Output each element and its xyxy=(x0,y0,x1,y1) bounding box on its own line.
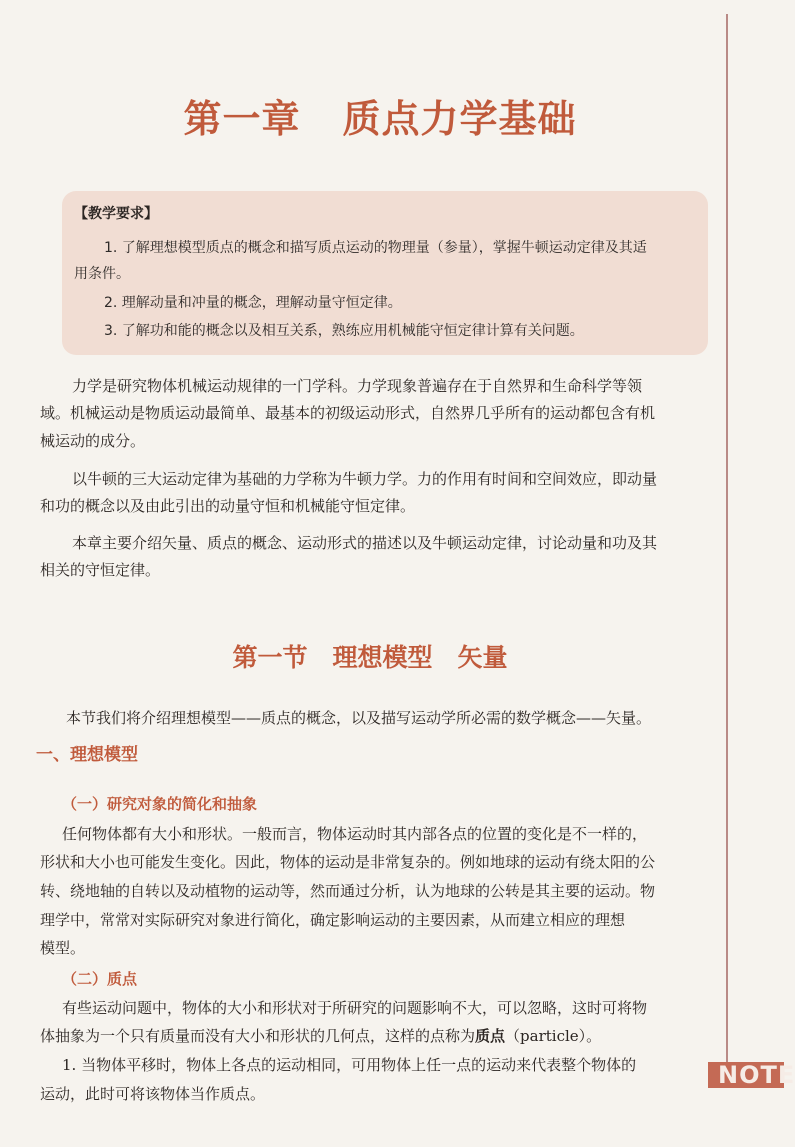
chapter-name: 质点力学基础 xyxy=(342,97,577,141)
intro-line: 本章主要介绍矢量、质点的概念、运动形式的描述以及牛顿运动定律，讨论动量和功及其 xyxy=(72,534,658,552)
body-line: 转、绕地轴的自转以及动植物的运动等，然而通过分析，认为地球的公转是其主要的运动。物 xyxy=(40,882,656,900)
requirement-item: 用条件。 xyxy=(74,266,130,282)
intro-line: 和功的概念以及由此引出的动量守恒和机械能守恒定律。 xyxy=(40,497,416,515)
body-line: 任何物体都有大小和形状。一般而言，物体运动时其内部各点的位置的变化是不一样的， xyxy=(62,825,648,843)
term-particle: 质点 xyxy=(475,1027,506,1045)
intro-line: 力学是研究物体机械运动规律的一门学科。力学现象普遍存在于自然界和生命科学等领 xyxy=(72,377,643,395)
body-line: 模型。 xyxy=(40,939,86,957)
subheading-particle: （二）质点 xyxy=(62,970,138,988)
section-intro: 本节我们将介绍理想模型——质点的概念，以及描写运动学所必需的数学概念——矢量。 xyxy=(66,709,652,727)
section-title: 第一节 理想模型 矢量 xyxy=(232,643,508,672)
requirement-item: 3. 了解功和能的概念以及相互关系，熟练应用机械能守恒定律计算有关问题。 xyxy=(104,323,584,339)
note-side-tab: NOTE xyxy=(708,1062,784,1088)
chapter-title xyxy=(0,88,760,143)
requirements-heading: 【教学要求】 xyxy=(74,206,158,222)
intro-line: 域。机械运动是物质运动最简单、最基本的初级运动形式，自然界几乎所有的运动都包含有机 xyxy=(40,404,656,422)
margin-divider xyxy=(726,14,728,1064)
intro-line: 相关的守恒定律。 xyxy=(40,561,161,579)
intro-line: 械运动的成分。 xyxy=(40,432,146,450)
heading-ideal-model: 一、理想模型 xyxy=(36,745,138,765)
requirement-item: 2. 理解动量和冲量的概念，理解动量守恒定律。 xyxy=(104,295,402,311)
list-item: 运动，此时可将该物体当作质点。 xyxy=(40,1085,266,1103)
chapter-number: 第一章 xyxy=(183,97,301,141)
body-line: 有些运动问题中，物体的大小和形状对于所研究的问题影响不大，可以忽略，这时可将物 xyxy=(62,999,648,1017)
body-line-with-term xyxy=(40,1025,601,1046)
intro-line: 以牛顿的三大运动定律为基础的力学称为牛顿力学。力的作用有时间和空间效应，即动量 xyxy=(72,470,658,488)
term-english: （particle）。 xyxy=(505,1027,602,1045)
requirement-item: 1. 了解理想模型质点的概念和描写质点运动的物理量（参量），掌握牛顿运动定律及其适 xyxy=(104,240,647,256)
body-line: 形状和大小也可能发生变化。因此，物体的运动是非常复杂的。例如地球的运动有绕太阳的公 xyxy=(40,853,656,871)
body-text: 体抽象为一个只有质量而没有大小和形状的几何点，这样的点称为 xyxy=(40,1027,476,1045)
subheading-simplification: （一）研究对象的简化和抽象 xyxy=(62,795,258,813)
body-line: 理学中，常常对实际研究对象进行简化，确定影响运动的主要因素，从而建立相应的理想 xyxy=(40,911,626,929)
list-item: 1. 当物体平移时，物体上各点的运动相同，可用物体上任一点的运动来代表整个物体的 xyxy=(62,1056,637,1074)
